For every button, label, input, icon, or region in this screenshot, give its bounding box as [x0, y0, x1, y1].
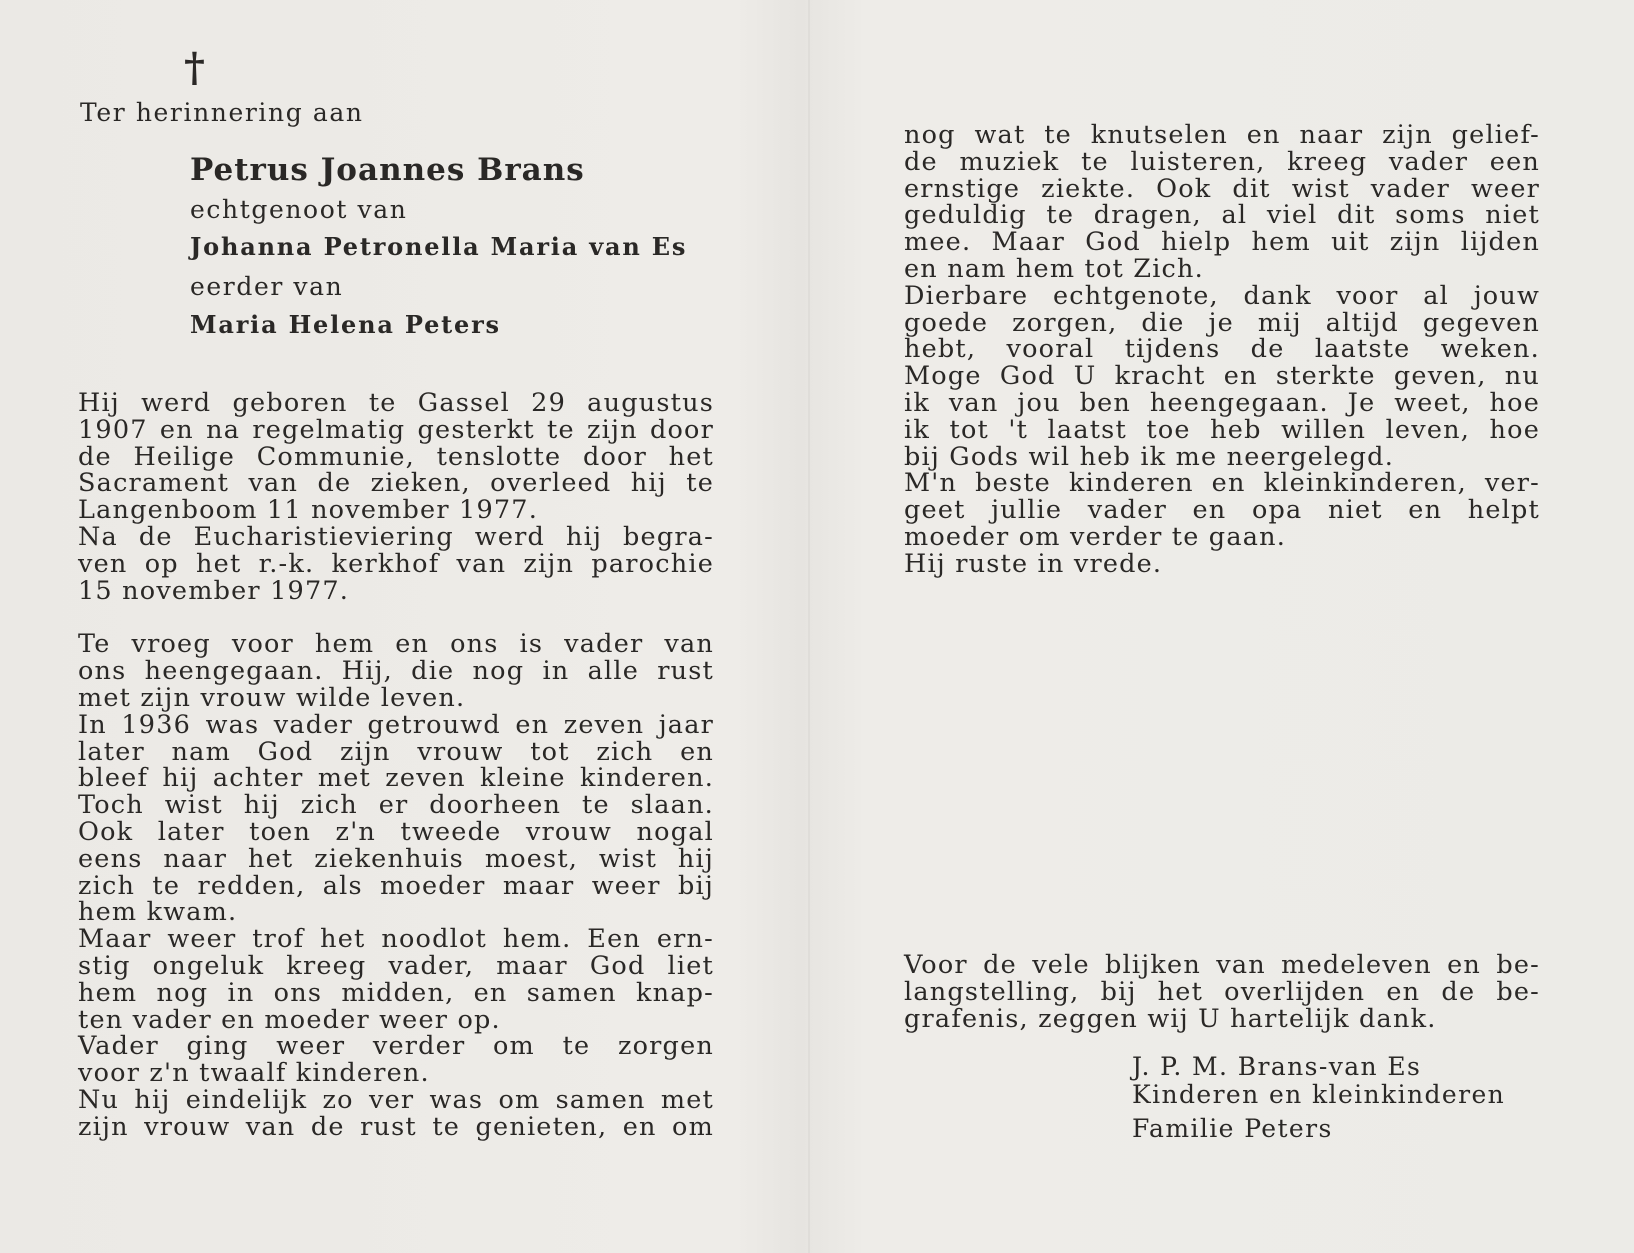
text-line: bleef hij achter met zeven kleine kinderen.: [78, 763, 714, 794]
text-line: 15 november 1977.: [78, 575, 350, 606]
text-line: mee. Maar God hielp hem uit zijn lijden: [904, 227, 1540, 258]
text-line: Na de Eucharistieviering werd hij begra-: [78, 521, 714, 552]
text-line: M'n beste kinderen en kleinkinderen, ver-: [904, 468, 1540, 499]
text-line: nog wat te knutselen en naar zijn gelief-: [904, 120, 1540, 150]
text-line: later nam God zijn vrouw tot zich en: [78, 736, 714, 767]
text-line: zijn vrouw van de rust te genieten, en om: [78, 1111, 714, 1142]
deceased-name: Petrus Joannes Brans: [190, 152, 585, 188]
text-line: ven op het r.-k. kerkhof van zijn parochie: [78, 548, 714, 579]
text-line: geduldig te dragen, al viel dit soms niet: [904, 200, 1540, 231]
text-line: met zijn vrouw wilde leven.: [78, 682, 466, 713]
text-line: Hij ruste in vrede.: [904, 548, 1163, 579]
text-line: Te vroeg voor hem en ons is vader van: [78, 629, 714, 660]
thanks-text: [904, 952, 1540, 1032]
text-line: In 1936 was vader getrouwd en zeven jaar: [78, 709, 714, 740]
text-line: Vader ging weer verder om te zorgen: [78, 1031, 714, 1062]
text-line: de muziek te luisteren, kreeg vader een: [904, 146, 1540, 177]
text-line: ernstige ziekte. Ook dit wist vader weer: [904, 173, 1540, 204]
signature-line: Familie Peters: [1132, 1114, 1333, 1143]
text-line: 1907 en na regelmatig gesterkt te zijn door: [78, 414, 714, 445]
text-line: hem kwam.: [78, 897, 238, 928]
intro-text: Ter herinnering aan: [80, 98, 364, 127]
text-line: Dierbare echtgenote, dank voor al jouw: [904, 280, 1540, 311]
text-line: Maar weer trof het noodlot hem. Een ern-: [78, 924, 714, 955]
text-line: Moge God U kracht en sterkte geven, nu: [904, 361, 1540, 392]
text-line: Voor de vele blijken van medeleven en be-: [904, 950, 1540, 980]
text-line: Hij werd geboren te Gassel 29 augustus: [78, 388, 714, 418]
text-line: Ook later toen z'n tweede vrouw nogal: [78, 816, 714, 847]
text-line: de Heilige Communie, tenslotte door het: [78, 441, 714, 472]
text-line: ons heengegaan. Hij, die nog in alle rust: [78, 656, 714, 687]
signature-line: J. P. M. Brans-van Es: [1132, 1052, 1422, 1081]
text-line: hem nog in ons midden, en samen knap-: [78, 977, 714, 1008]
former-spouse-relation: eerder van: [190, 272, 344, 301]
text-line: goede zorgen, die je mij altijd gegeven: [904, 307, 1540, 338]
text-line: langstelling, bij het overlijden en de be-: [904, 976, 1540, 1007]
text-line: ik tot 't laatst toe heb willen leven, hoe: [904, 414, 1540, 445]
text-line: ten vader en moeder weer op.: [78, 1004, 501, 1035]
right-column-text: [904, 122, 1540, 578]
text-line: Sacrament van de zieken, overleed hij te: [78, 468, 714, 499]
text-line: zich te redden, als moeder maar weer bij: [78, 870, 714, 901]
former-spouse-name: Maria Helena Peters: [190, 310, 501, 339]
text-line: grafenis, zeggen wij U hartelijk dank.: [904, 1003, 1437, 1034]
text-line: hebt, vooral tijdens de laatste weken.: [904, 334, 1540, 365]
text-line: moeder om verder te gaan.: [904, 521, 1287, 552]
signature-line: Kinderen en kleinkinderen: [1132, 1080, 1506, 1109]
text-line: ik van jou ben heengegaan. Je weet, hoe: [904, 387, 1540, 418]
text-line: bij Gods wil heb ik me neergelegd.: [904, 441, 1395, 472]
left-column-text: [78, 390, 714, 1141]
cross-icon: †: [184, 44, 205, 91]
spouse-relation: echtgenoot van: [190, 195, 408, 224]
text-line: eens naar het ziekenhuis moest, wist hij: [78, 843, 714, 874]
text-line: Nu hij eindelijk zo ver was om samen met: [78, 1084, 714, 1115]
text-line: Langenboom 11 november 1977.: [78, 495, 539, 526]
text-line: en nam hem tot Zich.: [904, 253, 1204, 284]
spouse-name: Johanna Petronella Maria van Es: [190, 232, 688, 261]
text-line: geet jullie vader en opa niet en helpt: [904, 495, 1540, 526]
text-line: voor z'n twaalf kinderen.: [78, 1058, 430, 1089]
text-line: stig ongeluk kreeg vader, maar God liet: [78, 950, 714, 981]
text-line: Toch wist hij zich er doorheen te slaan.: [78, 790, 714, 821]
card-fold: [808, 0, 810, 1253]
